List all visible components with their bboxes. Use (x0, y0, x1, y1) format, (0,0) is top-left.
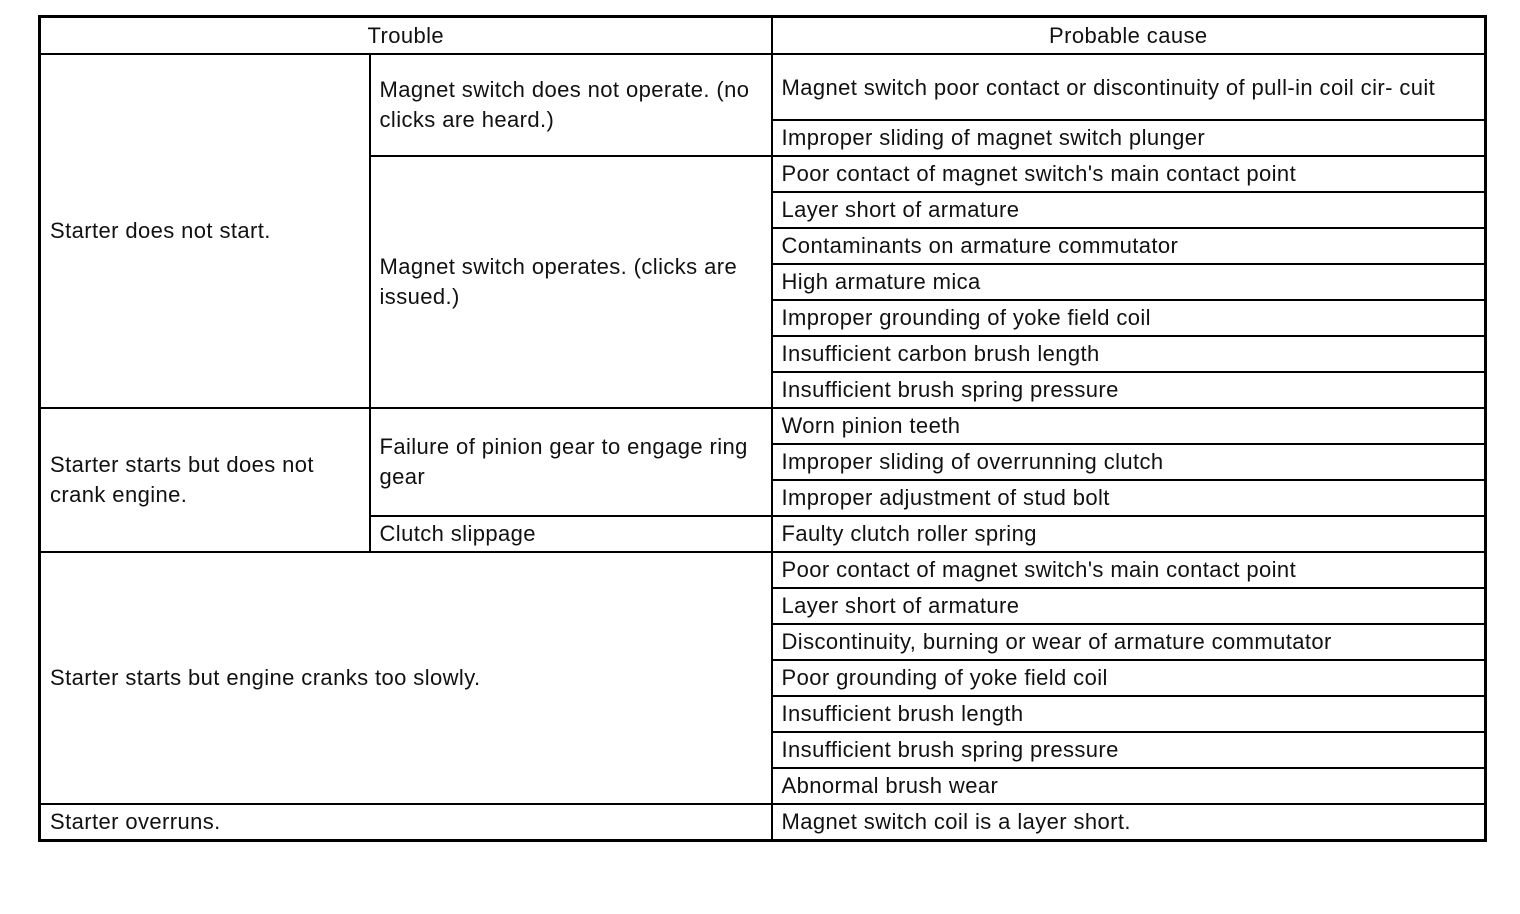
cause-cell: Insufficient brush length (772, 696, 1486, 732)
cause-cell: Abnormal brush wear (772, 768, 1486, 804)
cause-cell: Insufficient brush spring pressure (772, 732, 1486, 768)
cause-cell: Insufficient carbon brush length (772, 336, 1486, 372)
cause-cell: Discontinuity, burning or wear of armature commutator (772, 624, 1486, 660)
cause-cell: Poor contact of magnet switch's main contact point (772, 552, 1486, 588)
cause-cell: Layer short of armature (772, 192, 1486, 228)
table-row (40, 804, 1486, 841)
troubleshooting-table (38, 15, 1487, 842)
table-row (40, 54, 1486, 120)
cause-cell: Insufficient brush spring pressure (772, 372, 1486, 408)
cause-cell: Worn pinion teeth (772, 408, 1486, 444)
cause-cell: Improper grounding of yoke field coil (772, 300, 1486, 336)
symptom-cell: Magnet switch does not operate. (no clicks are heard.) (370, 54, 772, 156)
cause-cell: Contaminants on armature commutator (772, 228, 1486, 264)
cause-cell: Magnet switch coil is a layer short. (772, 804, 1486, 841)
cause-cell: Magnet switch poor contact or discontinuity of pull-in coil cir- cuit (772, 54, 1486, 120)
header-row (40, 17, 1486, 55)
symptom-cell: Clutch slippage (370, 516, 772, 552)
header-trouble: Trouble (40, 17, 772, 55)
table-row (40, 552, 1486, 588)
cause-cell: Improper sliding of magnet switch plunger (772, 120, 1486, 156)
trouble-cell: Starter starts but does not crank engine. (40, 408, 370, 552)
cause-cell: Improper adjustment of stud bolt (772, 480, 1486, 516)
cause-cell: Layer short of armature (772, 588, 1486, 624)
cause-cell: Improper sliding of overrunning clutch (772, 444, 1486, 480)
trouble-cell: Starter starts but engine cranks too slowly. (40, 552, 772, 804)
cause-cell: Faulty clutch roller spring (772, 516, 1486, 552)
cause-cell: High armature mica (772, 264, 1486, 300)
table-row (40, 408, 1486, 444)
header-probable-cause: Probable cause (772, 17, 1486, 55)
symptom-cell: Magnet switch operates. (clicks are issued.) (370, 156, 772, 408)
page (38, 15, 1484, 842)
trouble-cell: Starter does not start. (40, 54, 370, 408)
trouble-cell: Starter overruns. (40, 804, 772, 841)
cause-cell: Poor contact of magnet switch's main contact point (772, 156, 1486, 192)
cause-cell: Poor grounding of yoke field coil (772, 660, 1486, 696)
symptom-cell: Failure of pinion gear to engage ring gear (370, 408, 772, 516)
